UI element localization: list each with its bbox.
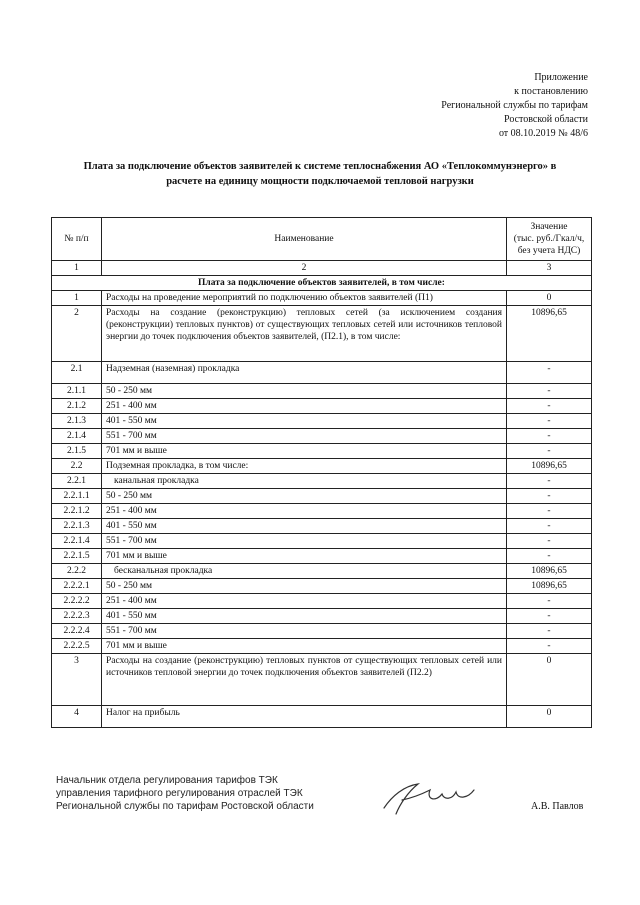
row-name: канальная прокладка (102, 474, 507, 489)
row-num: 4 (52, 706, 102, 728)
row-value: 10896,65 (507, 306, 592, 362)
handwritten-signature (378, 778, 488, 818)
table-row (52, 609, 592, 624)
row-num: 2.2.1.3 (52, 519, 102, 534)
row-num: 2.2.1.1 (52, 489, 102, 504)
table-row (52, 489, 592, 504)
appendix-line: Ростовской области (504, 114, 588, 125)
row-num: 3 (52, 654, 102, 706)
row-value: 10896,65 (507, 579, 592, 594)
footer-position (56, 774, 314, 813)
row-value: - (507, 609, 592, 624)
row-name: 701 мм и выше (102, 444, 507, 459)
footer-line: управления тарифного регулирования отраслей ТЭК (56, 788, 303, 799)
row-num: 2.2.2.3 (52, 609, 102, 624)
row-num: 2.1.2 (52, 399, 102, 414)
header-value (507, 218, 592, 261)
row-num: 2.2 (52, 459, 102, 474)
header-value-line: (тыс. руб./Гкал/ч, (513, 234, 585, 244)
header-value-line: Значение (530, 222, 568, 232)
row-name: 551 - 700 мм (102, 534, 507, 549)
table-row (52, 706, 592, 728)
appendix-line: Приложение (534, 72, 588, 83)
row-value: - (507, 519, 592, 534)
row-num: 2.1 (52, 362, 102, 384)
row-value: - (507, 639, 592, 654)
table-row (52, 639, 592, 654)
document-title (50, 159, 590, 189)
row-name: бесканальная прокладка (102, 564, 507, 579)
row-value: - (507, 384, 592, 399)
row-name: 50 - 250 мм (102, 579, 507, 594)
row-num: 2.1.5 (52, 444, 102, 459)
row-name: Расходы на создание (реконструкцию) тепловых пунктов от существующих тепловых сетей или источников тепловой энергии до точек подключения объектов заявителей (П2.2) (102, 654, 507, 706)
row-value: 0 (507, 706, 592, 728)
footer-line: Региональной службы по тарифам Ростовской области (56, 801, 314, 812)
row-num: 2.1.1 (52, 384, 102, 399)
row-num: 2.2.1.2 (52, 504, 102, 519)
row-name: 551 - 700 мм (102, 624, 507, 639)
table-body (52, 291, 592, 728)
col-number: 1 (52, 261, 102, 276)
row-num: 2.2.1 (52, 474, 102, 489)
section-row (52, 276, 592, 291)
row-name: 701 мм и выше (102, 549, 507, 564)
appendix-line: от 08.10.2019 № 48/6 (498, 128, 588, 139)
row-value: 0 (507, 654, 592, 706)
table-row (52, 459, 592, 474)
footer-line: Начальник отдела регулирования тарифов ТЭК (56, 775, 278, 786)
row-value: - (507, 534, 592, 549)
table-row (52, 549, 592, 564)
row-value: - (507, 489, 592, 504)
row-value: - (507, 474, 592, 489)
header-num: № п/п (52, 218, 102, 261)
appendix-header (441, 71, 588, 141)
table-row (52, 534, 592, 549)
table-header-row (52, 218, 592, 261)
row-value: - (507, 549, 592, 564)
row-value: 0 (507, 291, 592, 306)
column-numbers-row (52, 261, 592, 276)
row-value: - (507, 362, 592, 384)
table-row (52, 429, 592, 444)
row-name: 251 - 400 мм (102, 399, 507, 414)
row-name: Подземная прокладка, в том числе: (102, 459, 507, 474)
row-num: 1 (52, 291, 102, 306)
row-value: 10896,65 (507, 459, 592, 474)
row-num: 2.2.2.1 (52, 579, 102, 594)
table-row (52, 384, 592, 399)
row-value: - (507, 414, 592, 429)
row-num: 2 (52, 306, 102, 362)
appendix-line: к постановлению (514, 86, 588, 97)
row-name: 401 - 550 мм (102, 609, 507, 624)
row-num: 2.2.1.4 (52, 534, 102, 549)
table-row (52, 564, 592, 579)
row-name: Расходы на создание (реконструкцию) тепловых сетей (за исключением создания (реконструкции) тепловых пунктов) от существующих тепловых сетей или источников тепловой энергии до точек подключения объектов заявителей, (П2.1), в том числе: (102, 306, 507, 362)
signer-name: А.В. Павлов (531, 801, 584, 812)
row-num: 2.2.2.4 (52, 624, 102, 639)
row-value: - (507, 399, 592, 414)
table-row (52, 399, 592, 414)
table-row (52, 362, 592, 384)
header-value-line: без учета НДС) (517, 246, 581, 256)
table-row (52, 291, 592, 306)
row-name: 551 - 700 мм (102, 429, 507, 444)
col-number: 3 (507, 261, 592, 276)
row-value: - (507, 429, 592, 444)
row-name: 50 - 250 мм (102, 384, 507, 399)
section-title: Плата за подключение объектов заявителей, в том числе: (52, 276, 592, 291)
row-name: Налог на прибыль (102, 706, 507, 728)
row-name: 401 - 550 мм (102, 414, 507, 429)
row-name: Надземная (наземная) прокладка (102, 362, 507, 384)
table-row (52, 519, 592, 534)
tariff-table (51, 217, 592, 728)
col-number: 2 (102, 261, 507, 276)
table-row (52, 414, 592, 429)
table-row (52, 306, 592, 362)
table-row (52, 579, 592, 594)
row-value: - (507, 594, 592, 609)
row-value: - (507, 444, 592, 459)
title-line-2: расчете на единицу мощности подключаемой тепловой нагрузки (166, 176, 474, 187)
row-value: 10896,65 (507, 564, 592, 579)
row-num: 2.2.2.2 (52, 594, 102, 609)
row-num: 2.2.2.5 (52, 639, 102, 654)
row-name: 50 - 250 мм (102, 489, 507, 504)
row-value: - (507, 624, 592, 639)
row-num: 2.1.3 (52, 414, 102, 429)
table-row (52, 444, 592, 459)
header-name: Наименование (102, 218, 507, 261)
title-line-1: Плата за подключение объектов заявителей к системе теплоснабжения АО «Теплокоммунэнерго» в (83, 161, 557, 172)
table-row (52, 504, 592, 519)
table-row (52, 474, 592, 489)
table-row (52, 624, 592, 639)
row-value: - (507, 504, 592, 519)
row-num: 2.2.2 (52, 564, 102, 579)
row-num: 2.1.4 (52, 429, 102, 444)
table-row (52, 654, 592, 706)
row-name: 251 - 400 мм (102, 594, 507, 609)
row-name: 251 - 400 мм (102, 504, 507, 519)
row-name: 701 мм и выше (102, 639, 507, 654)
appendix-line: Региональной службы по тарифам (441, 100, 588, 111)
table-row (52, 594, 592, 609)
row-name: 401 - 550 мм (102, 519, 507, 534)
row-name: Расходы на проведение мероприятий по подключению объектов заявителей (П1) (102, 291, 507, 306)
row-num: 2.2.1.5 (52, 549, 102, 564)
